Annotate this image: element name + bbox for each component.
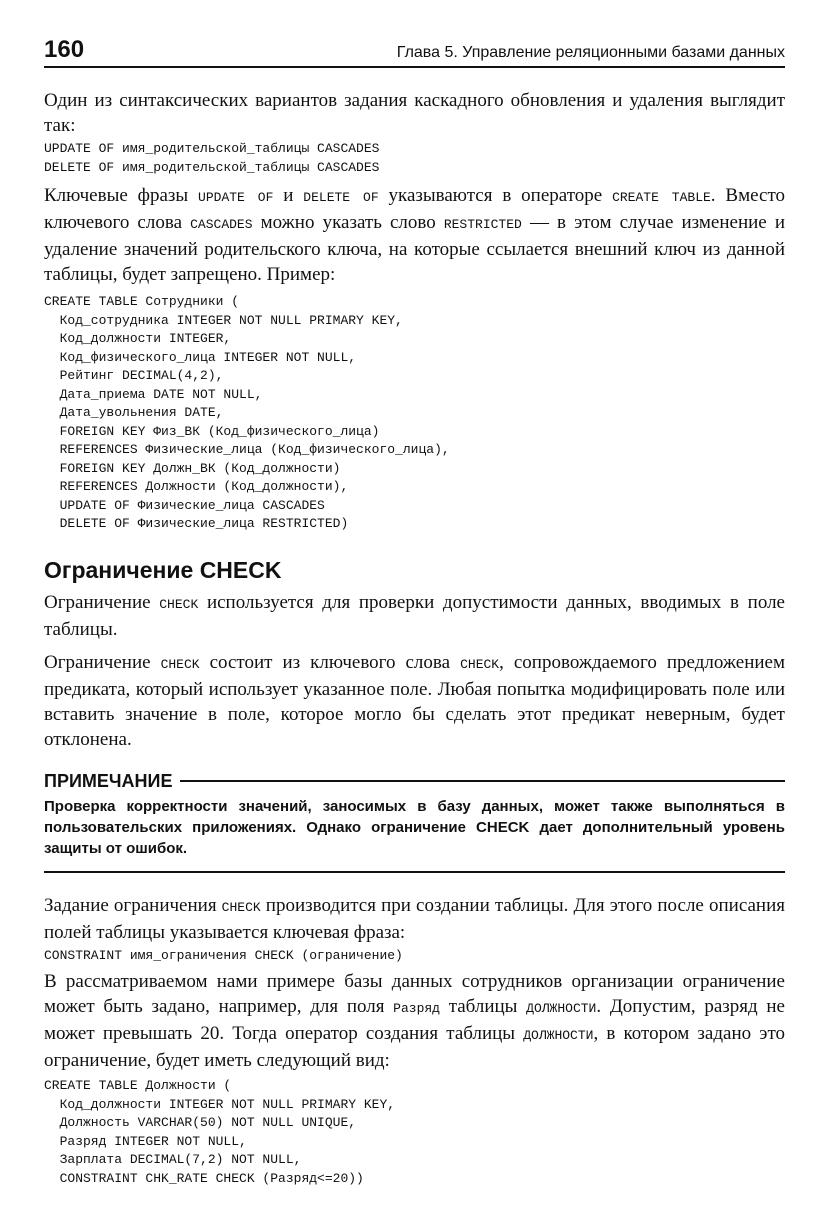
code-constraint-syntax: CONSTRAINT имя_ограничения CHECK (ограничение): [44, 947, 403, 963]
note-header: [44, 770, 785, 792]
field-name-razryad: Разряд: [393, 1001, 440, 1016]
keyword-cascades: CASCADES: [190, 217, 253, 232]
keyword-check: CHECK: [159, 596, 199, 612]
text-run: , в котором задано это ограничение, будет иметь следующий вид:: [44, 1023, 786, 1071]
text-run: указываются в операторе: [378, 185, 613, 206]
text-run: Задание ограничения: [44, 894, 222, 916]
keyword-check: CHECK: [221, 899, 261, 915]
note-title: ПРИМЕЧАНИЕ: [44, 770, 173, 791]
text-run: состоит из ключевого слова: [199, 651, 461, 673]
paragraph-cascade-intro: Один из синтаксических вариантов задания каскадного обновления и удаления выглядит так:: [44, 90, 785, 136]
keyword-delete-of: DELETE OF: [303, 190, 379, 205]
paragraph-check-definition: [44, 893, 785, 945]
chapter-title: Глава 5. Управление реляционными базами данных: [396, 44, 785, 61]
note-text: Проверка корректности значений, заносимых в базу данных, может также выполняться в пользовательских приложениях. Однако ограничение CHECK дает дополнительный уровень защиты от ошибок.: [44, 797, 785, 857]
page-number: 160: [44, 36, 85, 63]
text-run: , сопровождаемого предложением предиката, который использует указанное поле. Любая попытка модифицировать поле или вставить значение в поле, которое могло бы сделать этот предикат неверным, будет отклонена.: [44, 651, 785, 750]
text-run: используется для проверки допустимости данных, вводимых в поле таблицы.: [44, 591, 785, 640]
text-run: — в этом случае изменение и удаление значений родительского ключа, на которые ссылается внешний ключ из данной таблицы, будет запрещено. Пример:: [44, 212, 786, 285]
code-create-employees: CREATE TABLE Сотрудники ( Код_сотрудника INTEGER NOT NULL PRIMARY KEY, Код_должности INTEGER, Код_физического_лица INTEGER NOT NULL, Рейтинг DECIMAL(4,2), Дата_приема DATE NOT NULL, Дата_увольнения DATE, FOREIGN KEY Физ_ВК (Код_физического_лица) REFERENCES Физические_лица (Код_физического_лица), FOREIGN KEY Должн_ВК (Код_должности) REFERENCES Должности (Код_должности), UPDATE OF Физические_лица CASCADES DELETE OF Физические_лица RESTRICTED): [44, 294, 450, 531]
paragraph-keywords: [44, 183, 785, 287]
paragraph-check-structure: [44, 650, 785, 752]
text-run: таблицы: [439, 996, 527, 1017]
text-run: . Вместо ключевого слова: [44, 185, 786, 233]
text-run: Ключевые фразы: [44, 185, 199, 206]
paragraph-check-purpose: [44, 590, 785, 642]
keyword-update-of: UPDATE OF: [198, 190, 274, 205]
text-run: В рассматриваемом нами примере базы данных сотрудников организации ограничение может быть задано, например, для поля: [44, 971, 785, 1017]
keyword-check: CHECK: [460, 656, 500, 672]
text-run: можно указать слово: [252, 212, 444, 233]
running-head: [44, 34, 785, 68]
text-run: производится при создании таблицы. Для этого после описания полей таблицы указывается ключевая фраза:: [44, 894, 785, 943]
text-run: Ограничение: [44, 651, 161, 673]
text-run: . Допустим, разряд не может превышать 20. Тогда оператор создания таблицы: [44, 996, 785, 1044]
table-name-dolzhnosti: ДОЛЖНОСТИ: [523, 1028, 594, 1043]
text-run: Ограничение: [44, 591, 160, 613]
table-name-dolzhnosti: ДОЛЖНОСТИ: [526, 1001, 597, 1016]
note-rule: [180, 780, 785, 782]
note-bottom-rule: [44, 871, 785, 873]
text-run: и: [273, 185, 304, 206]
keyword-restricted: RESTRICTED: [443, 217, 522, 232]
code-cascade-syntax: UPDATE OF имя_родительской_таблицы CASCADES DELETE OF имя_родительской_таблицы CASCADES: [44, 141, 380, 175]
keyword-create-table: CREATE TABLE: [612, 190, 711, 205]
paragraph-example-intro: [44, 969, 785, 1073]
section-heading: Ограничение CHECK: [44, 556, 282, 583]
code-create-positions: CREATE TABLE Должности ( Код_должности INTEGER NOT NULL PRIMARY KEY, Должность VARCHAR(50) NOT NULL UNIQUE, Разряд INTEGER NOT NULL, Зарплата DECIMAL(7,2) NOT NULL, CONSTRAINT CHK_RATE CHECK (Разряд<=20)): [44, 1078, 396, 1186]
keyword-check: CHECK: [160, 656, 200, 672]
note-box: [44, 770, 785, 873]
